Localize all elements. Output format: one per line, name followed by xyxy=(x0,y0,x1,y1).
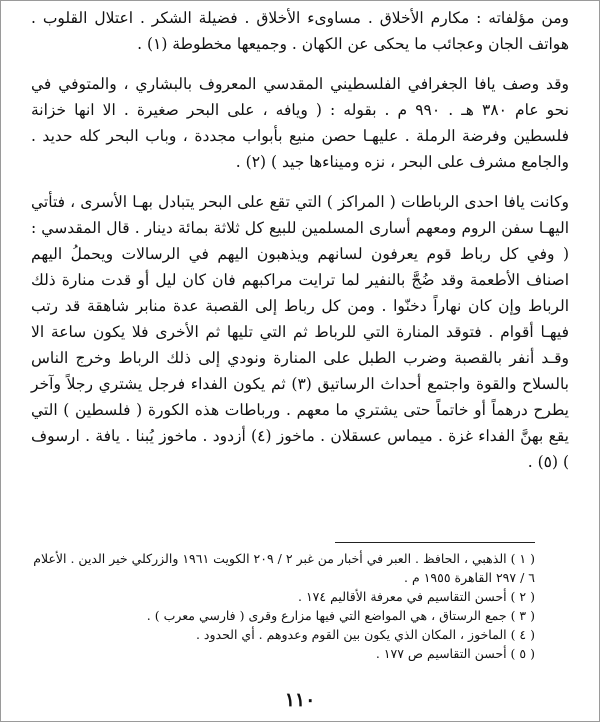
footnote-3: ( ٣ ) جمع الرستاق ، هي المواضع التي فيها مزارع وقرى ( فارسي معرب ) . xyxy=(146,608,535,623)
paragraph-works: ومن مؤلفاته : مكارم الأخلاق . مساوىء الأخلاق . فضيلة الشكر . اعتلال القلوب . هواتف الجان وعجائب ما يحكى عن الكهان . وجميعها مخطوطة (١) . xyxy=(31,9,569,53)
footnotes xyxy=(31,549,535,663)
paragraph-ribat: وكانت يافا احدى الرباطات ( المراكز ) التي تقع على البحر يتبادل بهـا الأسرى ، فتأتي اليهـا سفن الروم ومعهم أسارى المسلمين للبيع كل ثلاثة بمائة دينار . قال المقدسي : ( وفي كل رباط قوم يعرفون لسانهم ويذهبون اليهم في الرسالات ويحملُ اليهم اصناف الأطعمة وقد ضُجَّ بالنفير لما ترايت مراكبهم فان كان ليل أو قدت منارة ذلك الرباط وإن كان نهاراً دخنّوا . ومن كل رباط إلى القصبة عدة منابر شاهقة قد رتب فيهـا أقوام . فتوقد المنارة التي للرباط ثم التي تليها ثم الأخرى فلا يكون ساعة الا وقـد أنفر بالقصبة وضرب الطبل على المنارة ونودي إلى ذلك الرباط وخرج الناس بالسلاح والقوة واجتمع أحداث الرساتيق (٣) ثم يكون الفداء فرجل يشتري رجلاً وآخر يطرح درهماً أو خاتماً حتى يشتري ما معهم . ورباطات هذه الكورة ( فلسطين ) التي يقع بهنَّ الفداء غزة . ميماس عسقلان . ماخوز (٤) أزدود . ماخوز يُبنا . يافة . ارسوف ) (٥) . xyxy=(31,193,569,471)
main-text xyxy=(31,5,569,475)
paragraph-muqaddasi-description: وقد وصف يافا الجغرافي الفلسطيني المقدسي المعروف بالبشاري ، والمتوفي في نحو عام ٣٨٠ هـ . ٩٩٠ م . بقوله : ( ويافه ، على البحر صغيرة . الا انها خزانة فلسطين وفرضة الرملة . عليهـا حصن منيع بأبواب مجددة ، وباب البحر كله حديد . والجامع مشرف على البحر ، نزه وميناءها جيد ) (٢) . xyxy=(31,75,569,171)
footnote-4: ( ٤ ) الماخوز ، المكان الذي يكون بين القوم وعدوهم . أي الحدود . xyxy=(195,627,535,642)
page-number: ١١٠ xyxy=(284,689,316,711)
footnote-1: ( ١ ) الذهبي ، الحافظ . العبر في أخبار من غبر ٢ / ٢٠٩ الكويت ١٩٦١ والزركلي خير الدين . الأعلام ٦ / ٢٩٧ القاهرة ١٩٥٥ م . xyxy=(33,551,535,585)
footnote-divider xyxy=(335,542,535,543)
footnote-5: ( ٥ ) أحسن التقاسيم ص ١٧٧ . xyxy=(375,646,535,661)
footnote-2: ( ٢ ) أحسن التقاسيم في معرفة الأقاليم ١٧٤ . xyxy=(298,589,535,604)
